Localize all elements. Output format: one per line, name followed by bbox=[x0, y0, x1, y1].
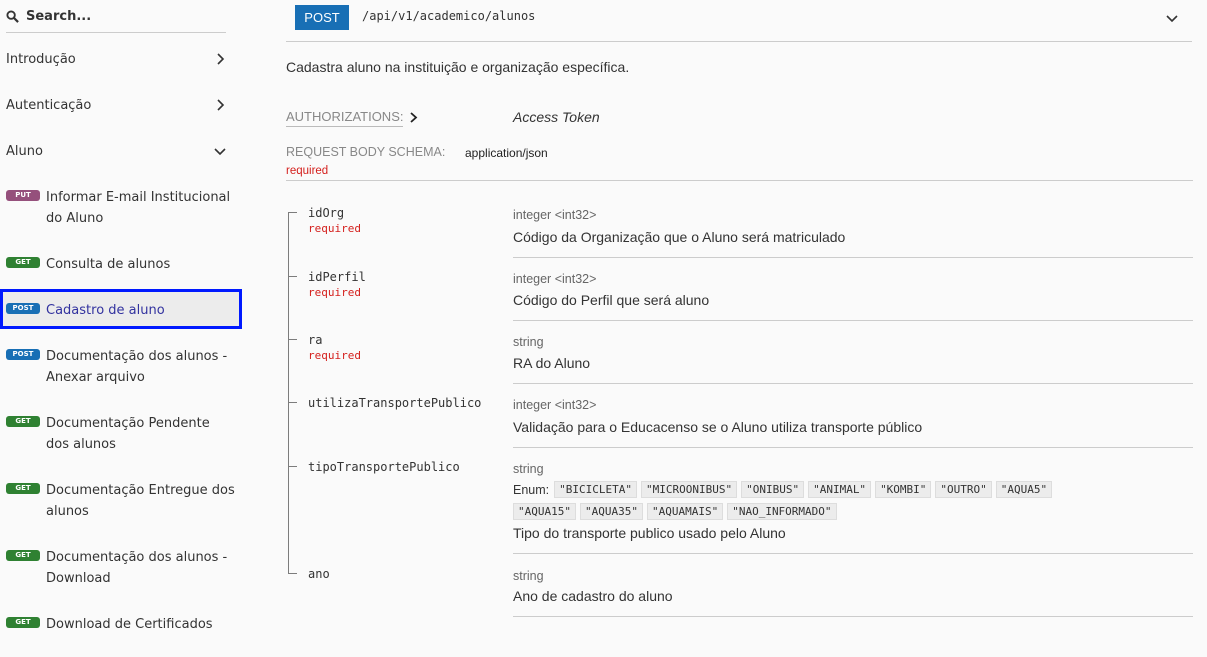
field-name: ra bbox=[308, 333, 323, 347]
endpoint-description: Cadastra aluno na instituição e organização específica. bbox=[286, 59, 630, 75]
tree-tick bbox=[288, 339, 297, 340]
sidebar-item-doc-pendente[interactable] bbox=[6, 413, 242, 457]
enum-label: Enum: bbox=[513, 482, 550, 497]
divider bbox=[513, 447, 1193, 448]
field-name: tipoTransportePublico bbox=[308, 460, 460, 474]
field-type: integer <int32> bbox=[513, 272, 597, 286]
divider bbox=[513, 553, 1193, 554]
sidebar-item-informar-email[interactable] bbox=[6, 187, 242, 231]
field-required: required bbox=[308, 286, 361, 299]
enum-chip: "AQUA35" bbox=[580, 503, 643, 520]
method-badge: GET bbox=[6, 617, 40, 628]
enum-chip: "NAO_INFORMADO" bbox=[727, 503, 836, 520]
divider bbox=[513, 257, 1193, 258]
method-badge: POST bbox=[6, 303, 40, 314]
enum-chip: "AQUAMAIS" bbox=[647, 503, 723, 520]
chevron-down-icon bbox=[214, 145, 226, 157]
enum-chip: "KOMBI" bbox=[875, 481, 931, 498]
method-badge: PUT bbox=[6, 190, 40, 201]
tree-tick bbox=[288, 276, 297, 277]
divider bbox=[286, 180, 1193, 181]
sidebar-item-label: Consulta de alunos bbox=[46, 257, 171, 272]
enum-values-row-1 bbox=[513, 481, 1056, 498]
sidebar-section-label: Aluno bbox=[6, 143, 43, 159]
method-badge: POST bbox=[6, 349, 40, 360]
endpoint-header[interactable] bbox=[286, 0, 1192, 42]
sidebar-item-label: Cadastro de aluno bbox=[46, 303, 165, 318]
sidebar bbox=[0, 0, 246, 657]
enum-chip: "BICICLETA" bbox=[554, 481, 637, 498]
field-name: idPerfil bbox=[308, 270, 366, 284]
sidebar-section-autenticacao[interactable] bbox=[6, 93, 226, 117]
divider bbox=[513, 320, 1193, 321]
method-badge: GET bbox=[6, 257, 40, 268]
sidebar-item-doc-download[interactable] bbox=[6, 547, 242, 591]
search-input[interactable] bbox=[26, 9, 206, 24]
search-icon bbox=[6, 10, 19, 23]
tree-tick bbox=[288, 402, 297, 403]
request-body-required: required bbox=[286, 165, 329, 177]
method-badge: GET bbox=[6, 483, 40, 494]
field-type: integer <int32> bbox=[513, 398, 597, 412]
sidebar-item-download-certificados[interactable] bbox=[6, 614, 242, 636]
sidebar-item-label: Documentação Pendente dos alunos bbox=[46, 416, 210, 452]
field-required: required bbox=[308, 349, 361, 362]
sidebar-item-doc-anexar[interactable] bbox=[6, 346, 242, 390]
field-description: Código do Perfil que será aluno bbox=[513, 292, 710, 308]
enum-chip: "OUTRO" bbox=[935, 481, 991, 498]
field-description: Código da Organização que o Aluno será matriculado bbox=[513, 229, 846, 245]
enum-chip: "MICROONIBUS" bbox=[641, 481, 737, 498]
field-name: utilizaTransportePublico bbox=[308, 396, 482, 410]
field-description: Tipo do transporte publico usado pelo Aluno bbox=[513, 525, 786, 541]
tree-tick bbox=[288, 573, 297, 574]
field-description: Ano de cadastro do aluno bbox=[513, 588, 673, 604]
http-method-badge: POST bbox=[295, 5, 349, 30]
sidebar-section-label: Autenticação bbox=[6, 97, 92, 113]
sidebar-section-introducao[interactable] bbox=[6, 47, 226, 71]
divider bbox=[513, 616, 1193, 617]
field-type: string bbox=[513, 569, 544, 583]
chevron-down-icon[interactable] bbox=[1166, 12, 1178, 24]
enum-chip: "AQUA15" bbox=[513, 503, 576, 520]
chevron-right-icon bbox=[214, 53, 226, 65]
field-type: string bbox=[513, 335, 544, 349]
sidebar-item-label: Download de Certificados bbox=[46, 617, 213, 632]
enum-values-row-2 bbox=[513, 503, 841, 520]
authorizations-toggle[interactable]: AUTHORIZATIONS: bbox=[286, 109, 403, 127]
tree-tick bbox=[288, 466, 297, 467]
schema-tree-line bbox=[288, 212, 289, 573]
sidebar-item-label: Informar E-mail Institucional do Aluno bbox=[46, 190, 231, 226]
field-name: ano bbox=[308, 567, 330, 581]
search-box[interactable] bbox=[6, 0, 226, 33]
tree-tick bbox=[288, 212, 297, 213]
field-type: integer <int32> bbox=[513, 208, 597, 222]
sidebar-section-aluno[interactable] bbox=[6, 139, 226, 163]
enum-chip: "ONIBUS" bbox=[741, 481, 804, 498]
sidebar-section-label: Introdução bbox=[6, 51, 76, 67]
request-body-label: REQUEST BODY SCHEMA: bbox=[286, 145, 446, 159]
endpoint-path: /api/v1/academico/alunos bbox=[362, 9, 536, 23]
sidebar-item-doc-entregue[interactable] bbox=[6, 480, 242, 524]
field-description: Validação para o Educacenso se o Aluno utiliza transporte público bbox=[513, 419, 923, 435]
chevron-right-icon bbox=[214, 99, 226, 111]
field-type: string bbox=[513, 462, 544, 476]
enum-chip: "ANIMAL" bbox=[808, 481, 871, 498]
enum-chip: "AQUA5" bbox=[996, 481, 1052, 498]
field-description: RA do Aluno bbox=[513, 355, 591, 371]
sidebar-item-label: Documentação dos alunos - Anexar arquivo bbox=[46, 349, 228, 385]
field-required: required bbox=[308, 222, 361, 235]
chevron-right-icon[interactable] bbox=[408, 112, 418, 123]
divider bbox=[513, 383, 1193, 384]
authorizations-value: Access Token bbox=[513, 109, 600, 125]
request-body-content-type: application/json bbox=[465, 146, 548, 160]
sidebar-item-consulta-alunos[interactable] bbox=[6, 254, 242, 276]
sidebar-item-label: Documentação dos alunos - Download bbox=[46, 550, 228, 586]
sidebar-item-label: Documentação Entregue dos alunos bbox=[46, 483, 235, 519]
main-content bbox=[246, 0, 1207, 657]
sidebar-item-cadastro-aluno[interactable] bbox=[0, 289, 242, 329]
method-badge: GET bbox=[6, 416, 40, 427]
field-name: idOrg bbox=[308, 206, 345, 220]
method-badge: GET bbox=[6, 550, 40, 561]
